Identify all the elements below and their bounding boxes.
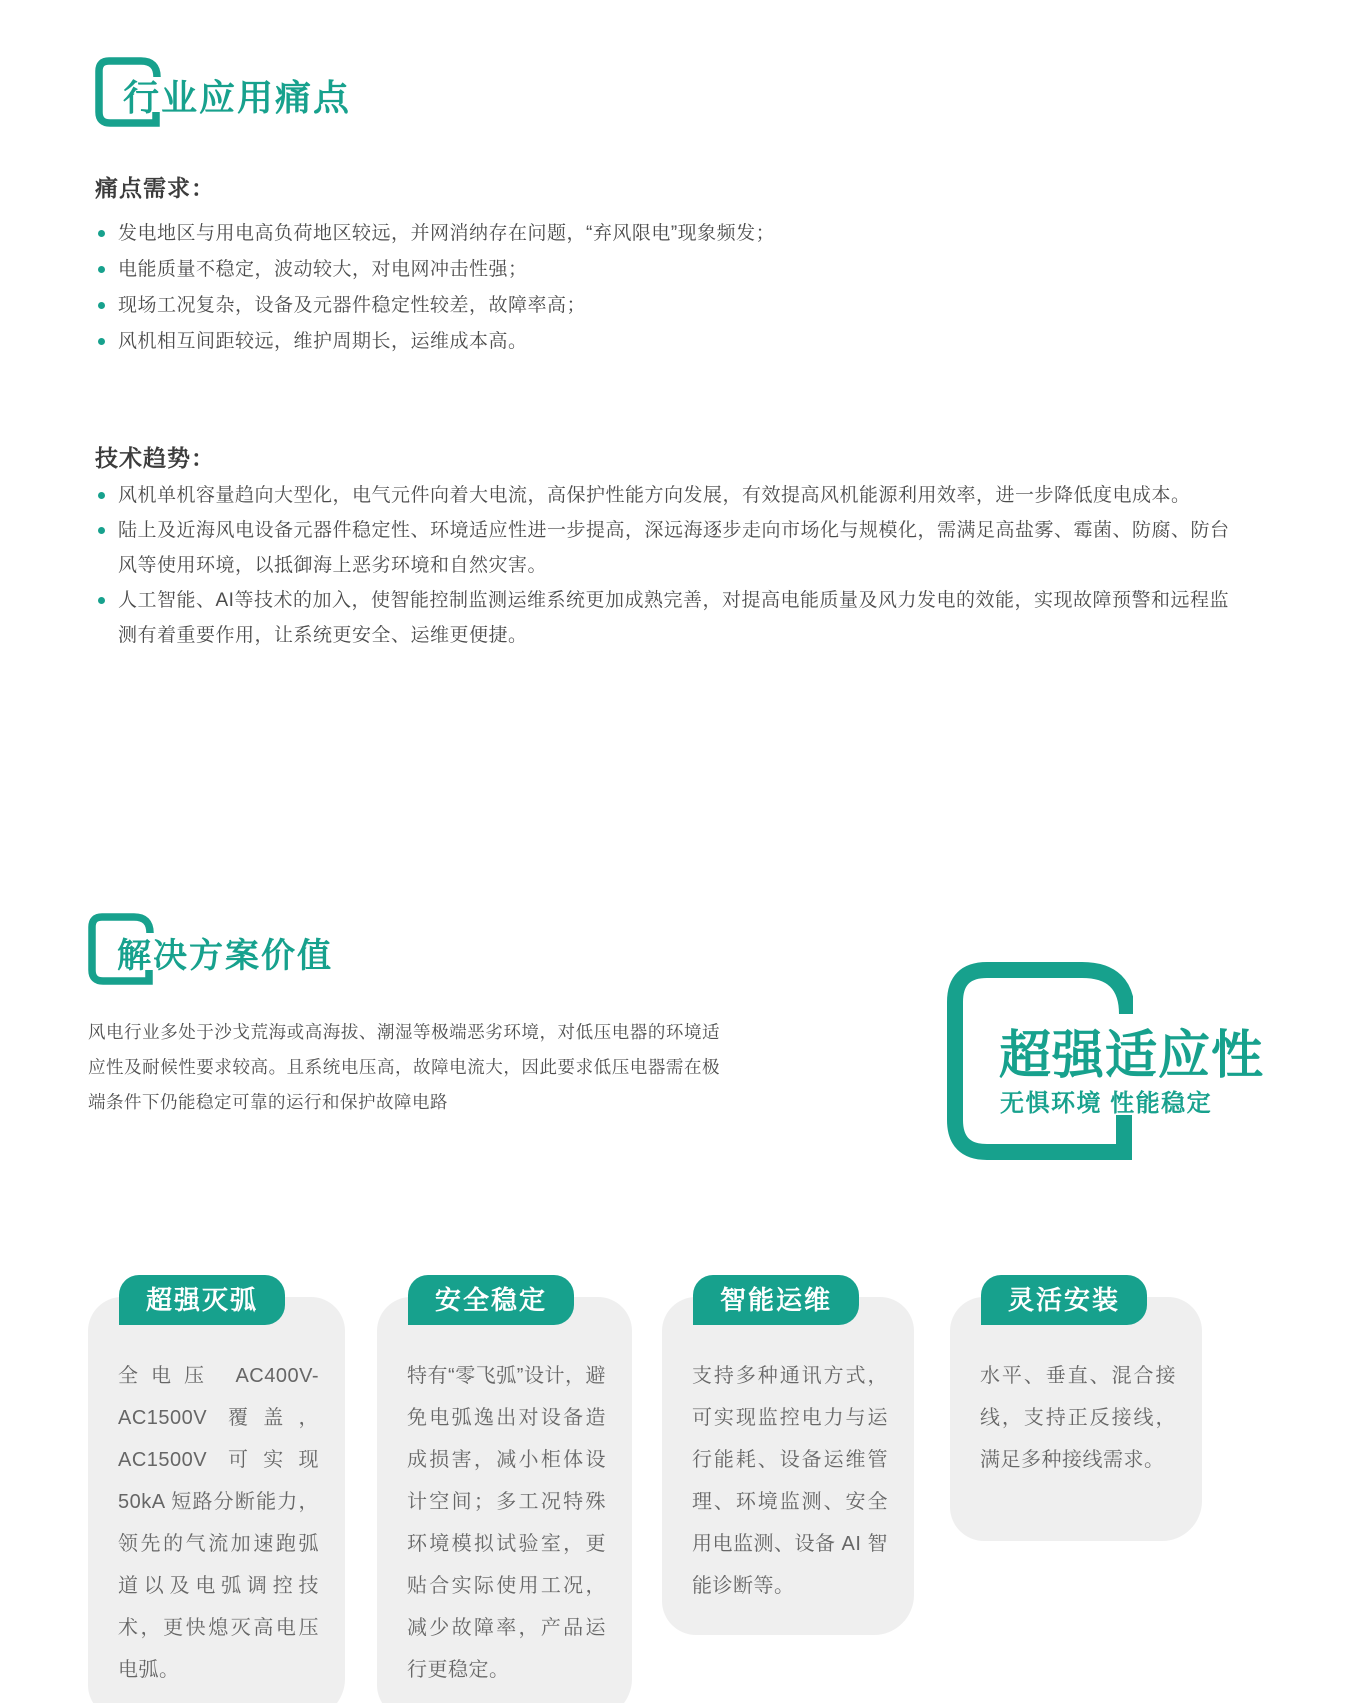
list-item — [95, 252, 1245, 287]
list-item-text: 风机单机容量趋向大型化，电气元件向着大电流，高保护性能方向发展，有效提高风机能源利用效率，进一步降低度电成本。 — [118, 485, 1191, 506]
feature-card-smart-operation — [662, 1285, 914, 1635]
list-item-text: 风机相互间距较远，维护周期长，运维成本高。 — [118, 331, 528, 352]
bullet-dot-icon — [98, 230, 105, 237]
bullet-dot-icon — [98, 492, 105, 499]
list-item — [95, 324, 1245, 359]
pain-needs-heading: 痛点需求： — [95, 175, 215, 201]
value-paragraph: 风电行业多处于沙戈荒海或高海拔、潮湿等极端恶劣环境，对低压电器的环境适应性及耐候性要求较高。且系统电压高，故障电流大，因此要求低压电器需在极端条件下仍能稳定可靠的运行和保护故障电路 — [88, 1022, 720, 1112]
list-item-text: 人工智能、AI等技术的加入，使智能控制监测运维系统更加成熟完善，对提高电能质量及风力发电的效能，实现故障预警和远程监测有着重要作用，让系统更安全、运维更便捷。 — [118, 590, 1229, 646]
tech-trends-list — [95, 478, 1243, 653]
card-label-badge: 安全稳定 — [408, 1275, 574, 1325]
adaptability-badge-title: 超强适应性 — [999, 1027, 1265, 1085]
list-item — [95, 478, 1243, 513]
bullet-dot-icon — [98, 302, 105, 309]
bullet-dot-icon — [98, 266, 105, 273]
card-body-text: 特有“零飞弧”设计，避免电弧逸出对设备造成损害，减小柜体设计空间；多工况特殊环境模拟试验室，更贴合实际使用工况，减少故障率，产品运行更稳定。 — [407, 1365, 606, 1681]
pain-needs-list — [95, 216, 1245, 360]
feature-card-arc-extinguishing — [88, 1285, 345, 1703]
card-body-text: 水平、垂直、混合接线，支持正反接线，满足多种接线需求。 — [980, 1365, 1176, 1471]
list-item — [95, 216, 1245, 251]
list-item — [95, 513, 1243, 583]
tech-trends-heading: 技术趋势： — [95, 445, 215, 471]
card-label-badge: 灵活安装 — [981, 1275, 1147, 1325]
feature-card-flexible-installation — [950, 1285, 1202, 1541]
list-item — [95, 288, 1245, 323]
list-item-text: 现场工况复杂，设备及元器件稳定性较差，故障率高； — [118, 295, 587, 316]
bullet-dot-icon — [98, 597, 105, 604]
card-label-badge: 超强灭弧 — [119, 1275, 285, 1325]
list-item-text: 发电地区与用电高负荷地区较远，并网消纳存在问题，“弃风限电”现象频发； — [118, 223, 776, 244]
pain-section-title: 行业应用痛点 — [123, 77, 352, 118]
list-item-text: 陆上及近海风电设备元器件稳定性、环境适应性进一步提高，深远海逐步走向市场化与规模化，需满足高盐雾、霉菌、防腐、防台风等使用环境，以抵御海上恶劣环境和自然灾害。 — [118, 520, 1230, 576]
list-item — [95, 583, 1243, 653]
card-body-text: 全电压 AC400V-AC1500V 覆盖，AC1500V 可实现 50kA 短路分断能力，领先的气流加速跑弧道以及电弧调控技术，更快熄灭高电压电弧。 — [118, 1365, 319, 1681]
feature-card-safety-stability — [377, 1285, 632, 1703]
value-section-title: 解决方案价值 — [117, 937, 333, 975]
card-body-text: 支持多种通讯方式，可实现监控电力与运行能耗、设备运维管理、环境监测、安全用电监测、设备 AI 智能诊断等。 — [692, 1365, 889, 1597]
adaptability-badge-subtitle: 无惧环境 性能稳定 — [1000, 1090, 1213, 1117]
list-item-text: 电能质量不稳定，波动较大，对电网冲击性强； — [118, 259, 528, 280]
card-label-badge: 智能运维 — [693, 1275, 859, 1325]
bullet-dot-icon — [98, 338, 105, 345]
bullet-dot-icon — [98, 527, 105, 534]
